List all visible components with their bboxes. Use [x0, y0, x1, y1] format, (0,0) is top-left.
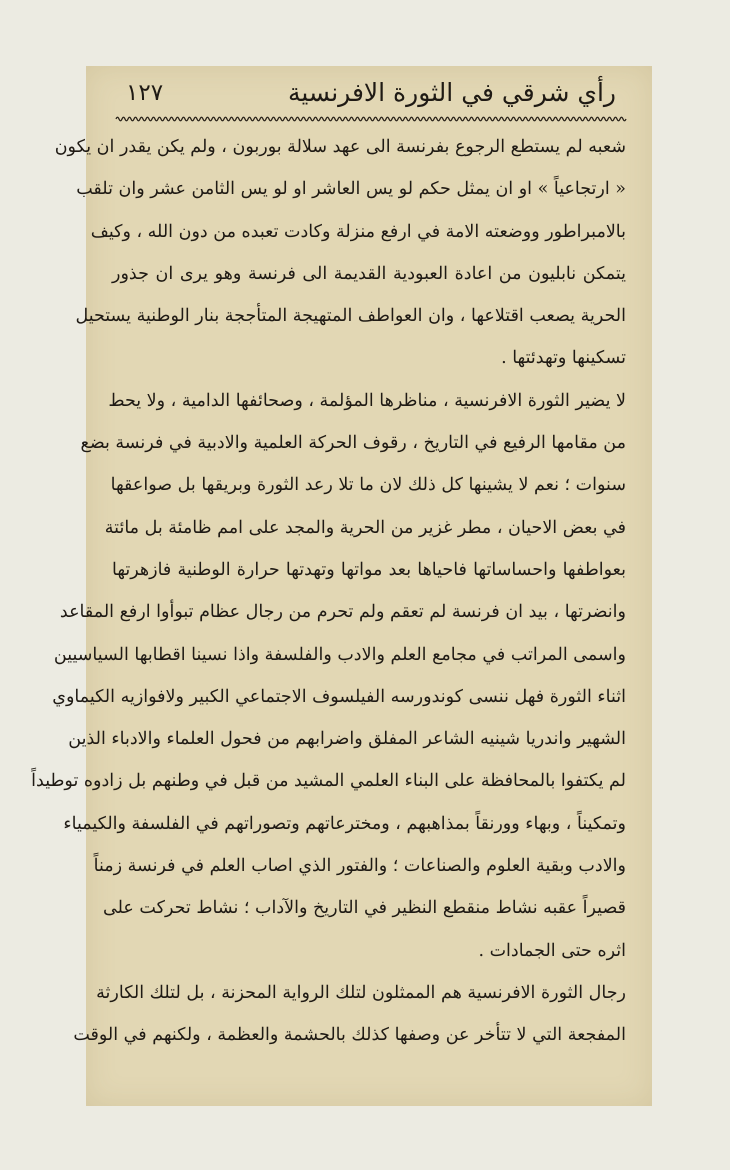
text-line: « ارتجاعياً » او ان يمثل حكم لو يس العاشر او لو يس الثامن عشر وان تلقب [76, 179, 626, 200]
text-line: شعبه لم يستطع الرجوع بفرنسة الى عهد سلالة بوربون ، ولم يكن يقدر ان يكون [54, 137, 626, 157]
text-line: يتمكن نابليون من اعادة العبودية القديمة الى فرنسة وهو يرى ان جذور [112, 263, 626, 284]
text-line: وتمكيناً ، وبهاء وورنقاً بمذاهبهم ، ومخترعاتهم وتصوراتهم في الفلسفة والكيمياء [63, 813, 626, 834]
page-number: ١٢٧ [126, 80, 164, 106]
text-line: واسمى المراتب في مجامع العلم والادب والفلسفة واذا نسينا اقطابها السياسيين [53, 644, 626, 665]
text-line: رجال الثورة الافرنسية هم الممثلون لتلك الرواية المحزنة ، بل لتلك الكارثة [96, 982, 626, 1003]
text-line: تسكينها وتهدئتها . [501, 348, 626, 369]
running-title: رأي شرقي في الثورة الافرنسية [287, 78, 616, 107]
text-line: قصيراً عقبه نشاط منقطع النظير في التاريخ والآداب ؛ نشاط تحركت على [103, 898, 626, 919]
text-line: اثره حتى الجمادات . [478, 940, 626, 961]
text-line: لا يضير الثورة الافرنسية ، مناظرها المؤلمة ، وصحائفها الدامية ، ولا يحط [108, 390, 626, 411]
text-line: بالامبراطور ووضعته الامة في ارفع منزلة وكادت تعبده من دون الله ، وكيف [90, 221, 626, 242]
text-line: والادب وبقية العلوم والصناعات ؛ والفتور الذي اصاب العلم في فرنسة زمناً [93, 856, 626, 877]
text-line: في بعض الاحيان ، مطر غزير من الحرية والمجد على امم ظامئة بل مائتة [104, 517, 626, 538]
header-wavy-rule [116, 114, 626, 124]
text-line: سنوات ؛ نعم لا يشينها كل ذلك لان ما تلا رعد الثورة وبريقها بل صواعقها [110, 475, 626, 496]
text-line: الحرية يصعب اقتلاعها ، وان العواطف المتهيجة المتأججة بنار الوطنية يستحيل [75, 306, 626, 327]
text-line: لم يكتفوا بالمحافظة على البناء العلمي المشيد من قبل في وطنهم بل زادوه توطيداً [31, 771, 626, 792]
text-line: المفجعة التي لا تتأخر عن وصفها كذلك بالحشمة والعظمة ، ولكنهم في الوقت [73, 1025, 626, 1046]
body-text [31, 126, 626, 1057]
text-line: من مقامها الرفيع في التاريخ ، رقوف الحركة العلمية والادبية في فرنسة بضع [80, 433, 626, 454]
text-line: اثناء الثورة فهل ننسى كوندورسه الفيلسوف الاجتماعي الكبير ولافوازيه الكيماوي [52, 686, 626, 707]
text-line: الشهير واندريا شينيه الشاعر المفلق واضرابهم من فحول العلماء والادباء الذين [68, 729, 626, 750]
text-line: بعواطفها واحساساتها فاحياها بعد مواتها وتهدتها حرارة الوطنية فازهرتها [112, 559, 626, 580]
book-page [31, 66, 652, 1106]
text-line: وانضرتها ، بيد ان فرنسة لم تعقم ولم تحرم من رجال عظام تبوأوا ارفع المقاعد [59, 602, 626, 623]
